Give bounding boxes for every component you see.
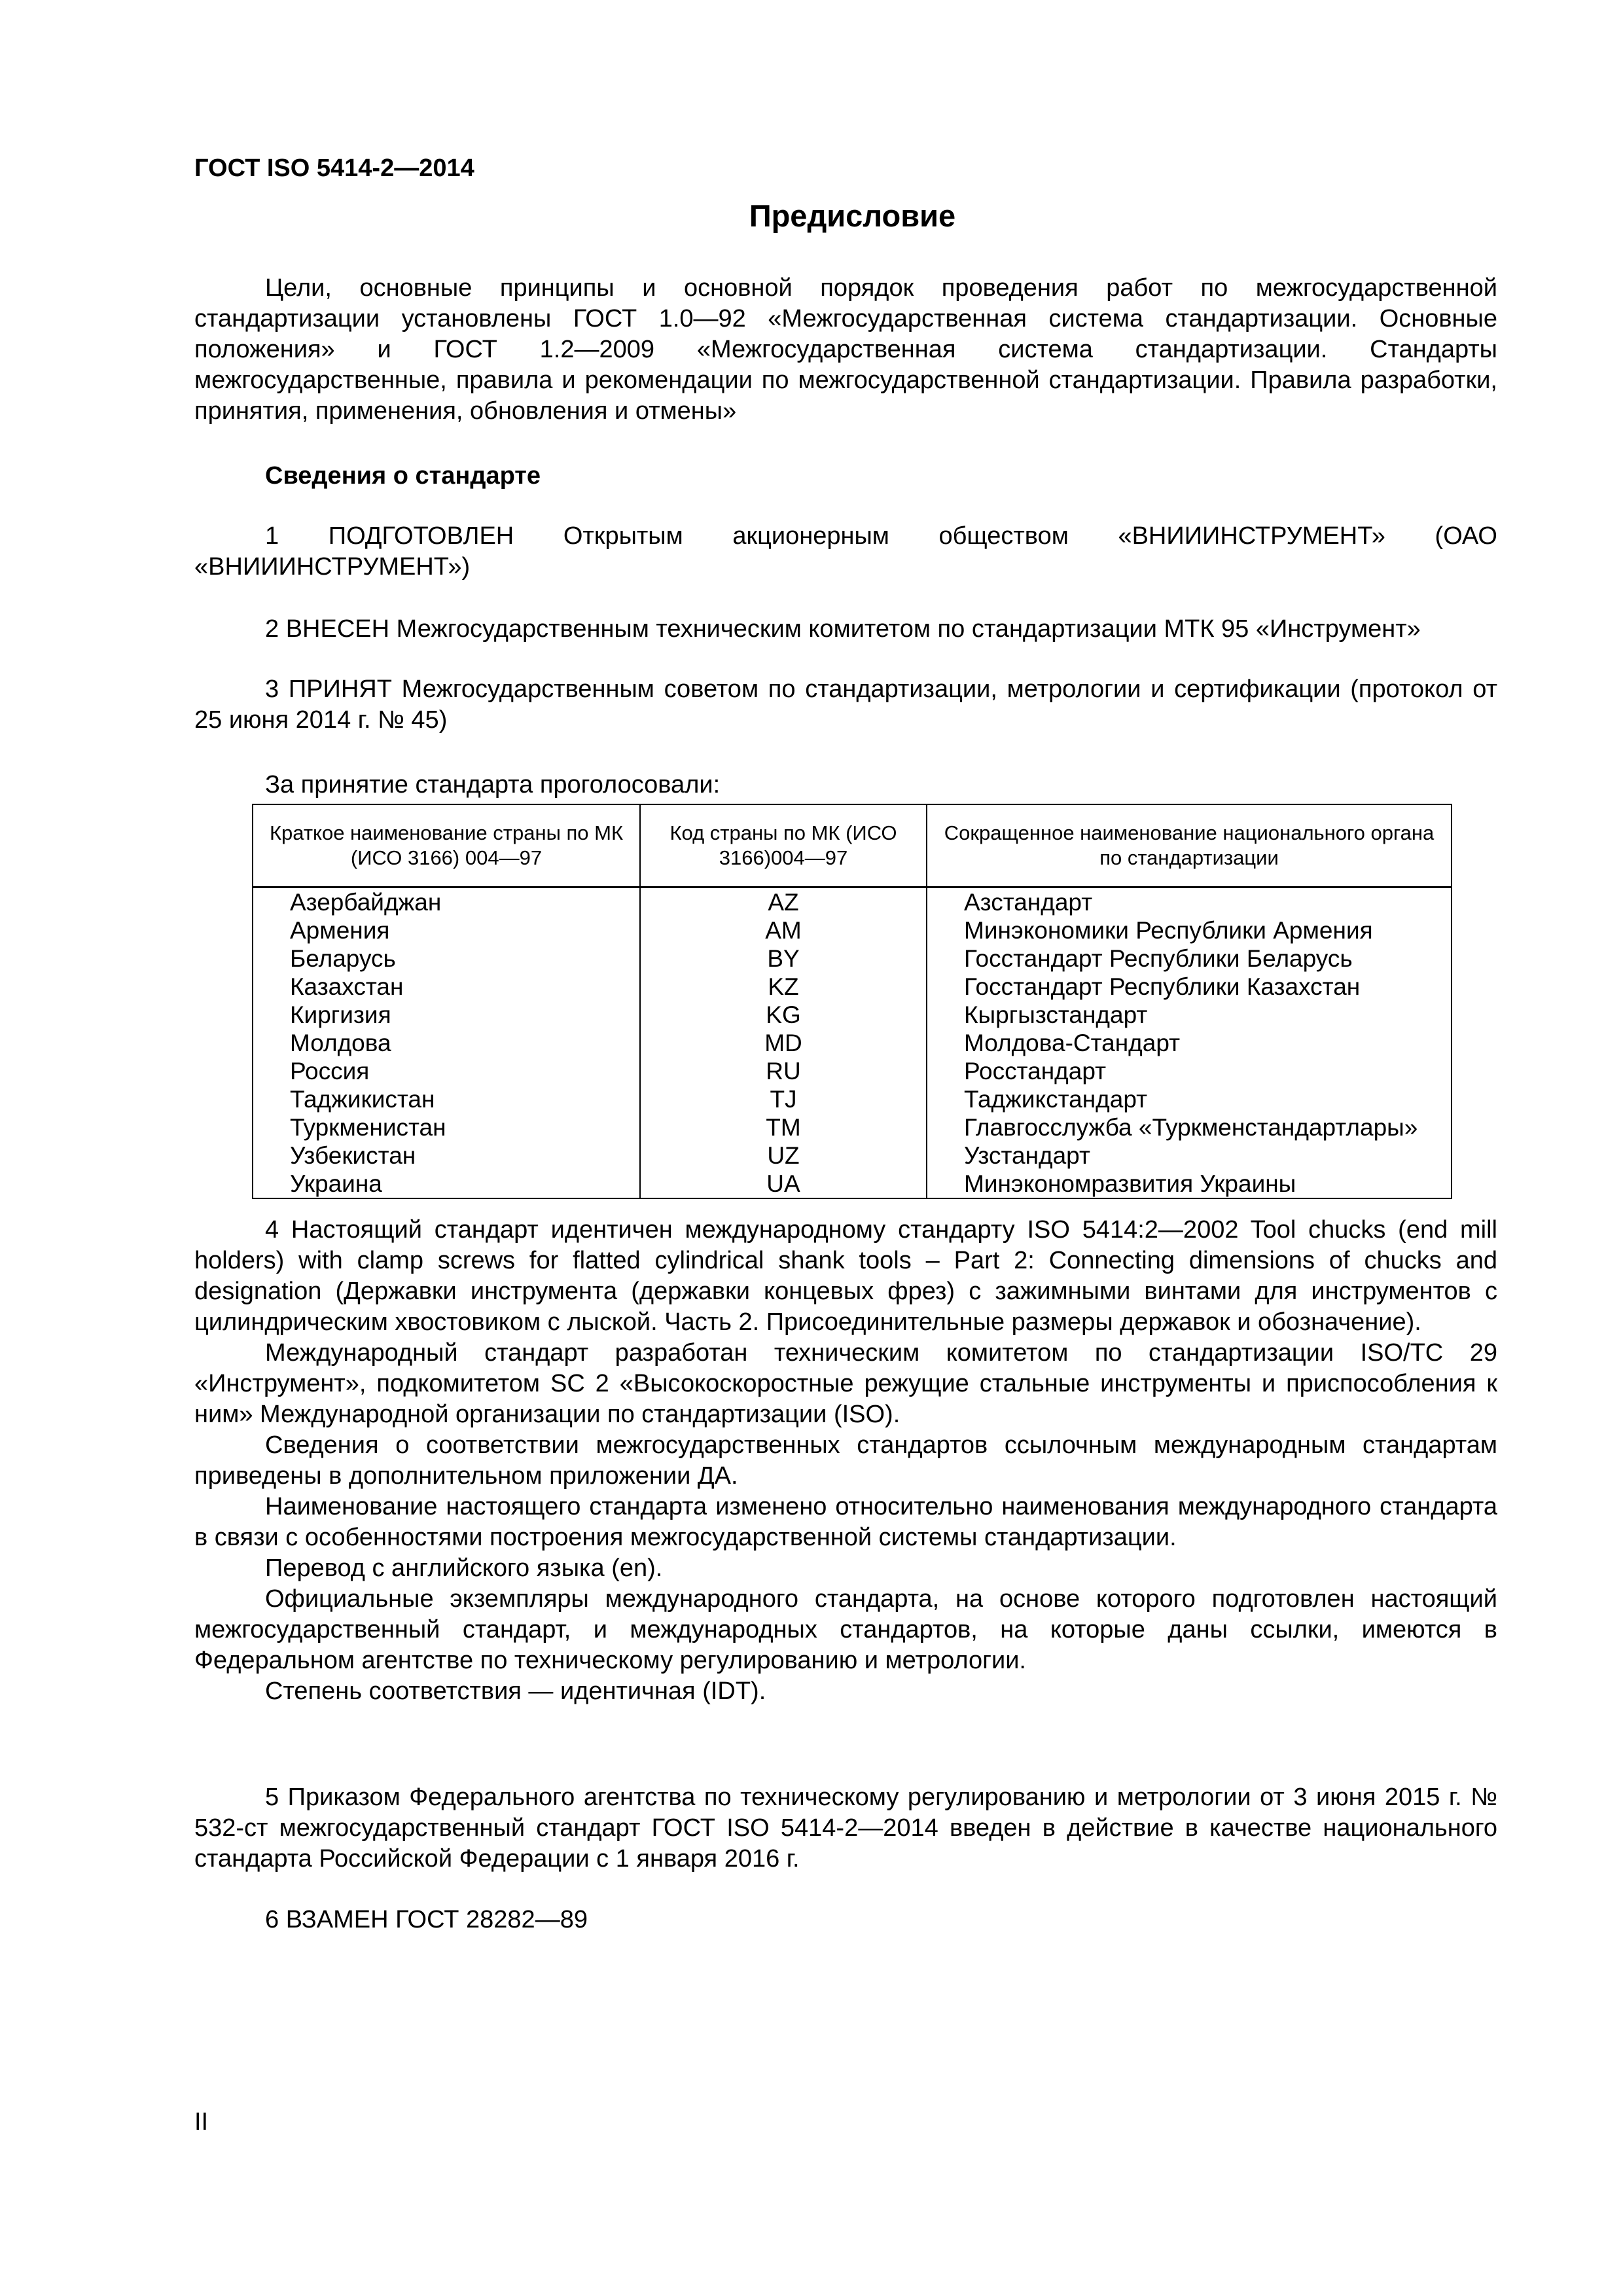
item-4-official-copies-paragraph: Официальные экземпляры международного стандарта, на основе которого подготовлен настоящий межгосударственный стандарт, и международных стандартов, на которые даны ссылки, имеются в Федеральном агентстве по техническому регулированию и метрологии. xyxy=(194,1585,1497,1674)
document-header: ГОСТ ISO 5414-2—2014 xyxy=(194,154,474,182)
page-number: II xyxy=(194,2108,209,2136)
country-code-cell: KZ xyxy=(640,973,927,1001)
item-2-paragraph: 2 ВНЕСЕН Межгосударственным техническим комитетом по стандартизации МТК 95 «Инструмент» xyxy=(265,615,1421,643)
table-row xyxy=(253,1113,1452,1141)
item-5-paragraph: 5 Приказом Федерального агентства по техническому регулированию и метрологии от 3 июня 2015 г. № 532-ст межгосударственный стандарт ГОСТ ISO 5414-2—2014 введен в действие в качестве национального стандарта Российской Федерации с 1 января 2016 г. xyxy=(194,1784,1497,1873)
item-4-section xyxy=(194,1215,1497,1707)
national-body-cell: Азстандарт xyxy=(927,888,1452,917)
table-row xyxy=(253,1029,1452,1057)
table-row xyxy=(253,1057,1452,1085)
item-4-paragraph: 4 Настоящий стандарт идентичен международному стандарту ISO 5414:2—2002 Tool chucks (end mill holders) with clamp screws for flatted cylindrical shank tools – Part 2: Connecting dimensions of chucks and designation (Державки инструмента (державки концевых фрез) с зажимными винтами для инструментов с цилиндрическим хвостовиком с лыской. Часть 2. Присоединительные размеры державок и обозначение). xyxy=(194,1216,1497,1336)
national-body-cell: Таджикстандарт xyxy=(927,1085,1452,1113)
table-row xyxy=(253,973,1452,1001)
national-body-cell: Госстандарт Республики Казахстан xyxy=(927,973,1452,1001)
country-name-cell: Азербайджан xyxy=(253,888,640,917)
item-4-references-paragraph: Сведения о соответствии межгосударственных стандартов ссылочным международным стандартам приведены в дополнительном приложении ДА. xyxy=(194,1431,1497,1490)
national-body-cell: Минэкономики Республики Армения xyxy=(927,916,1452,944)
national-body-cell: Главгосслужба «Туркменстандартлары» xyxy=(927,1113,1452,1141)
country-name-cell: Узбекистан xyxy=(253,1141,640,1170)
country-code-cell: MD xyxy=(640,1029,927,1057)
country-name-cell: Туркменистан xyxy=(253,1113,640,1141)
header-country-name: Краткое наименование страны по МК (ИСО 3166) 004—97 xyxy=(253,804,640,888)
item-4-name-change-paragraph: Наименование настоящего стандарта изменено относительно наименования международного стандарта в связи с особенностями построения межгосударственной системы стандартизации. xyxy=(194,1493,1497,1551)
item-6-paragraph: 6 ВЗАМЕН ГОСТ 28282—89 xyxy=(265,1906,588,1933)
national-body-cell: Госстандарт Республики Беларусь xyxy=(927,944,1452,973)
table-row xyxy=(253,1141,1452,1170)
country-name-cell: Россия xyxy=(253,1057,640,1085)
table-row xyxy=(253,1170,1452,1198)
table-row xyxy=(253,944,1452,973)
national-body-cell: Минэкономразвития Украины xyxy=(927,1170,1452,1198)
country-code-cell: RU xyxy=(640,1057,927,1085)
national-body-cell: Узстандарт xyxy=(927,1141,1452,1170)
country-code-cell: KG xyxy=(640,1001,927,1029)
country-code-cell: UZ xyxy=(640,1141,927,1170)
table-row xyxy=(253,916,1452,944)
page-title: Предисловие xyxy=(749,198,956,233)
country-code-cell: UA xyxy=(640,1170,927,1198)
intro-paragraph: Цели, основные принципы и основной порядок проведения работ по межгосударственной стандартизации установлены ГОСТ 1.0—92 «Межгосударственная система стандартизации. Основные положения» и ГОСТ 1.2—2009 «Межгосударственная система стандартизации. Стандарты межгосударственные, правила и рекомендации по межгосударственной стандартизации. Правила разработки, принятия, применения, обновления и отмены» xyxy=(194,274,1497,425)
country-name-cell: Армения xyxy=(253,916,640,944)
national-body-cell: Молдова-Стандарт xyxy=(927,1029,1452,1057)
item-4-translation-paragraph: Перевод с английского языка (en). xyxy=(265,1554,663,1582)
voting-table xyxy=(252,804,1452,1199)
country-code-cell: TM xyxy=(640,1113,927,1141)
header-national-body: Сокращенное наименование национального органа по стандартизации xyxy=(927,804,1452,888)
national-body-cell: Росстандарт xyxy=(927,1057,1452,1085)
country-name-cell: Украина xyxy=(253,1170,640,1198)
section-title: Сведения о стандарте xyxy=(265,462,541,490)
vote-caption: За принятие стандарта проголосовали: xyxy=(265,771,721,798)
country-name-cell: Казахстан xyxy=(253,973,640,1001)
item-3-paragraph: 3 ПРИНЯТ Межгосударственным советом по стандартизации, метрологии и сертификации (протокол от 25 июня 2014 г. № 45) xyxy=(194,675,1497,734)
country-name-cell: Молдова xyxy=(253,1029,640,1057)
country-code-cell: AM xyxy=(640,916,927,944)
item-4-international-standard-paragraph: Международный стандарт разработан техническим комитетом по стандартизации ISO/TC 29 «Инструмент», подкомитетом SC 2 «Высокоскоростные режущие стальные инструменты и приспособления к ним» Международной организации по стандартизации (ISO). xyxy=(194,1339,1497,1428)
country-code-cell: TJ xyxy=(640,1085,927,1113)
table-row xyxy=(253,888,1452,917)
item-1-paragraph: 1 ПОДГОТОВЛЕН Открытым акционерным обществом «ВНИИИНСТРУМЕНТ» (ОАО «ВНИИИНСТРУМЕНТ») xyxy=(194,522,1497,581)
country-code-cell: AZ xyxy=(640,888,927,917)
country-code-cell: BY xyxy=(640,944,927,973)
table-row xyxy=(253,1001,1452,1029)
table-header-row xyxy=(253,804,1452,888)
table-row xyxy=(253,1085,1452,1113)
country-name-cell: Таджикистан xyxy=(253,1085,640,1113)
country-name-cell: Беларусь xyxy=(253,944,640,973)
national-body-cell: Кыргызстандарт xyxy=(927,1001,1452,1029)
country-name-cell: Киргизия xyxy=(253,1001,640,1029)
item-4-conformity-paragraph: Степень соответствия — идентичная (IDT). xyxy=(265,1677,766,1705)
header-country-code: Код страны по МК (ИСО 3166)004—97 xyxy=(640,804,927,888)
